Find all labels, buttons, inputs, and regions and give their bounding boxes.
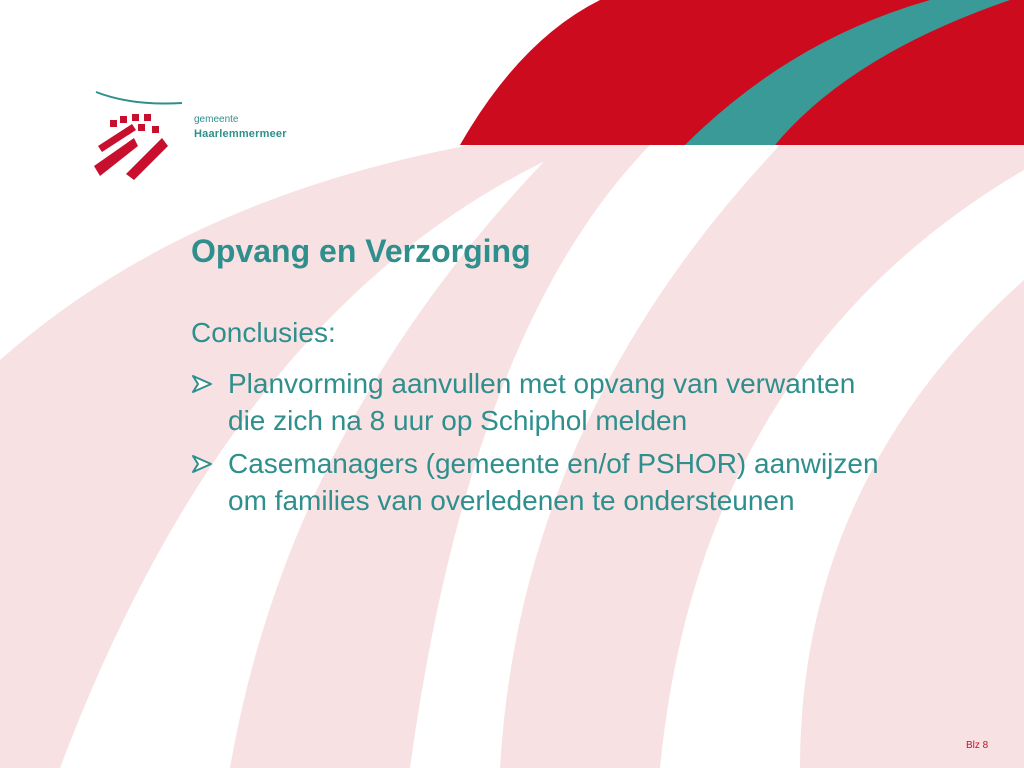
- bullet-list: [191, 365, 881, 525]
- arrow-bullet-icon: [191, 374, 213, 394]
- logo-text-municipality: Haarlemmermeer: [194, 128, 287, 140]
- bullet-text: Planvorming aanvullen met opvang van verwanten die zich na 8 uur op Schiphol melden: [228, 368, 856, 436]
- logo-text-gemeente: gemeente: [194, 114, 239, 125]
- bullet-text: Casemanagers (gemeente en/of PSHOR) aanwijzen om families van overledenen te ondersteunen: [228, 448, 879, 516]
- list-item: [191, 365, 881, 439]
- logo: [92, 86, 332, 182]
- page-number: Blz 8: [966, 740, 989, 751]
- arrow-bullet-icon: [191, 454, 213, 474]
- logo-mark-icon: [92, 86, 192, 182]
- slide-title: Opvang en Verzorging: [191, 233, 531, 269]
- subheading: Conclusies:: [191, 317, 336, 348]
- list-item: [191, 445, 881, 519]
